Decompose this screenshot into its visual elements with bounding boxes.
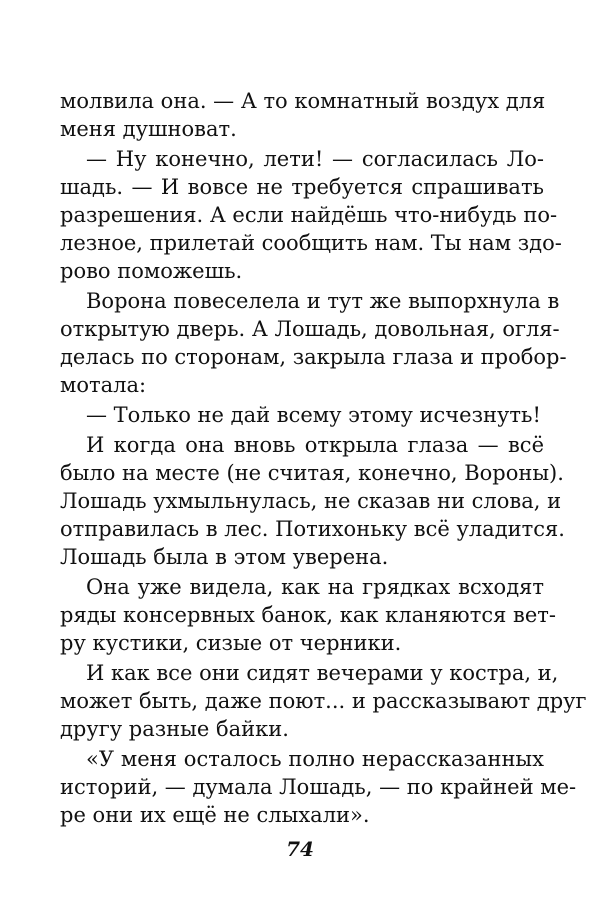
text-line: рово поможешь. <box>60 259 243 283</box>
text-line: отправилась в лес. Потихоньку всё уладится. <box>60 517 565 541</box>
text-line: ру кустики, сизые от черники. <box>60 631 402 655</box>
text-line: Лошадь ухмыльнулась, не сказав ни слова, и <box>60 489 562 513</box>
text-line: Она уже видела, как на грядках всходят <box>86 575 544 599</box>
text-line: «У меня осталось полно нерассказанных <box>86 747 544 771</box>
text-line: ре они их ещё не слыхали». <box>60 803 370 827</box>
text-line: может быть, даже поют... и рассказывают друг <box>60 689 587 713</box>
page-number: 74 <box>286 837 314 861</box>
text-line: И когда она вновь открыла глаза — всё <box>86 433 544 457</box>
text-line: молвила она. — А то комнатный воздух для <box>60 89 546 113</box>
text-line: мотала: <box>60 373 147 397</box>
text-line: — Только не дай всему этому исчезнуть! <box>86 403 541 427</box>
text-line: Ворона повеселела и тут же выпорхнула в <box>86 289 560 313</box>
text-line: шадь. — И вовсе не требуется спрашивать <box>60 175 544 199</box>
text-line: Лошадь была в этом уверена. <box>60 545 389 569</box>
text-line: другу разные байки. <box>60 717 289 741</box>
text-line: открытую дверь. А Лошадь, довольная, огля- <box>60 317 560 341</box>
text-line: меня душноват. <box>60 117 237 141</box>
text-line: ряды консервных банок, как кланяются вет- <box>60 603 556 627</box>
text-line: историй, — думала Лошадь, — по крайней ме- <box>60 775 577 799</box>
text-line: делась по сторонам, закрыла глаза и пробор- <box>60 345 567 369</box>
text-line: было на месте (не считая, конечно, Вороны). <box>60 461 564 485</box>
text-line: лезное, прилетай сообщить нам. Ты нам здо- <box>60 231 562 255</box>
text-line: разрешения. А если найдёшь что-нибудь по- <box>60 203 558 227</box>
text-line: — Ну конечно, лети! — согласилась Ло- <box>86 147 544 171</box>
text-line: И как все они сидят вечерами у костра, и, <box>86 661 559 685</box>
